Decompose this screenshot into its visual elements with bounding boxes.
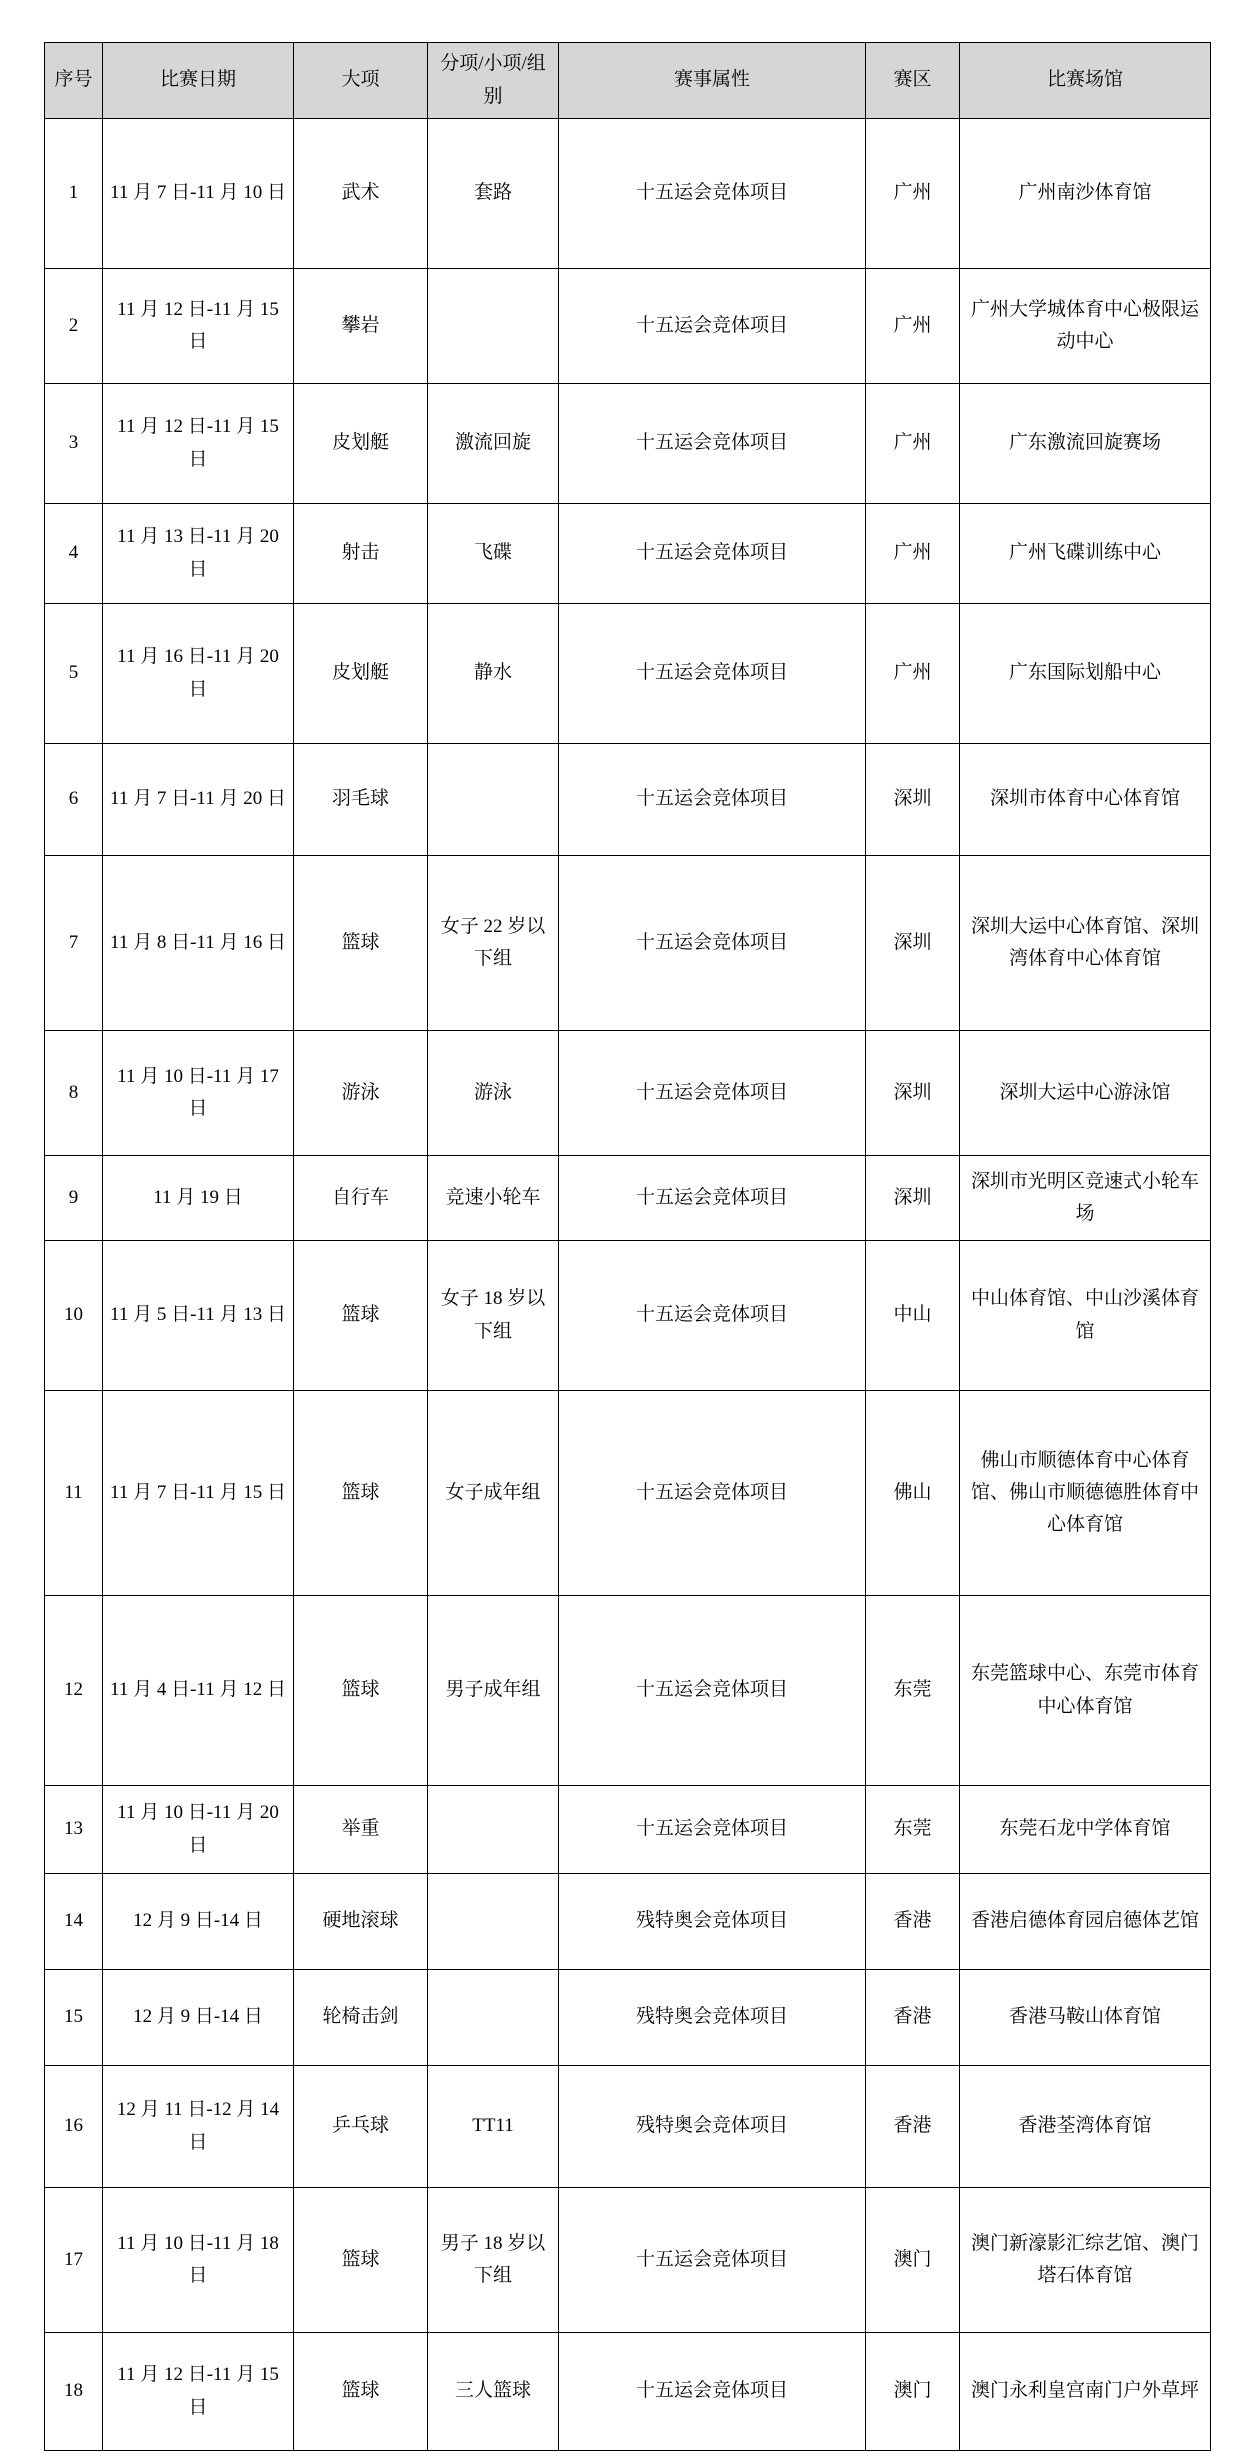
cell-index: 8	[45, 1031, 103, 1156]
cell-zone: 东莞	[866, 1786, 960, 1874]
cell-date: 11 月 4 日-11 月 12 日	[103, 1596, 294, 1786]
cell-index: 18	[45, 2333, 103, 2451]
table-row	[45, 856, 1211, 1031]
cell-date: 12 月 9 日-14 日	[103, 1970, 294, 2066]
cell-attribute: 十五运会竞体项目	[559, 1596, 866, 1786]
cell-venue: 深圳市光明区竞速式小轮车场	[960, 1156, 1211, 1241]
cell-event: 静水	[428, 604, 559, 744]
cell-date: 11 月 5 日-11 月 13 日	[103, 1241, 294, 1391]
cell-sport: 篮球	[294, 1596, 428, 1786]
table-row	[45, 1241, 1211, 1391]
cell-event: 套路	[428, 119, 559, 269]
table-row	[45, 2066, 1211, 2188]
cell-venue: 香港马鞍山体育馆	[960, 1970, 1211, 2066]
cell-attribute: 十五运会竞体项目	[559, 269, 866, 384]
cell-index: 17	[45, 2188, 103, 2333]
table-row	[45, 1031, 1211, 1156]
cell-date: 11 月 10 日-11 月 17 日	[103, 1031, 294, 1156]
cell-attribute: 十五运会竞体项目	[559, 744, 866, 856]
cell-date: 11 月 10 日-11 月 20 日	[103, 1786, 294, 1874]
cell-event: TT11	[428, 2066, 559, 2188]
cell-zone: 深圳	[866, 1031, 960, 1156]
header-index: 序号	[45, 43, 103, 119]
cell-event	[428, 1874, 559, 1970]
cell-index: 16	[45, 2066, 103, 2188]
cell-date: 11 月 16 日-11 月 20 日	[103, 604, 294, 744]
cell-date: 11 月 7 日-11 月 20 日	[103, 744, 294, 856]
cell-index: 15	[45, 1970, 103, 2066]
cell-sport: 攀岩	[294, 269, 428, 384]
cell-venue: 香港启德体育园启德体艺馆	[960, 1874, 1211, 1970]
table-row	[45, 604, 1211, 744]
table-row	[45, 1970, 1211, 2066]
cell-date: 11 月 12 日-11 月 15 日	[103, 269, 294, 384]
cell-event: 三人篮球	[428, 2333, 559, 2451]
cell-sport: 皮划艇	[294, 604, 428, 744]
cell-sport: 篮球	[294, 856, 428, 1031]
cell-attribute: 残特奥会竞体项目	[559, 2066, 866, 2188]
table-body	[45, 119, 1211, 2451]
cell-event: 男子 18 岁以下组	[428, 2188, 559, 2333]
cell-attribute: 十五运会竞体项目	[559, 1156, 866, 1241]
table-row	[45, 2333, 1211, 2451]
cell-venue: 广州南沙体育馆	[960, 119, 1211, 269]
cell-zone: 广州	[866, 119, 960, 269]
cell-zone: 深圳	[866, 744, 960, 856]
cell-sport: 自行车	[294, 1156, 428, 1241]
cell-event: 男子成年组	[428, 1596, 559, 1786]
cell-index: 11	[45, 1391, 103, 1596]
cell-zone: 深圳	[866, 856, 960, 1031]
cell-zone: 深圳	[866, 1156, 960, 1241]
cell-zone: 广州	[866, 604, 960, 744]
cell-sport: 篮球	[294, 2333, 428, 2451]
cell-attribute: 十五运会竞体项目	[559, 1241, 866, 1391]
cell-index: 12	[45, 1596, 103, 1786]
table-row	[45, 384, 1211, 504]
cell-event: 女子 22 岁以下组	[428, 856, 559, 1031]
cell-venue: 深圳大运中心体育馆、深圳湾体育中心体育馆	[960, 856, 1211, 1031]
cell-attribute: 十五运会竞体项目	[559, 1786, 866, 1874]
table-row	[45, 1391, 1211, 1596]
cell-event	[428, 1970, 559, 2066]
cell-zone: 佛山	[866, 1391, 960, 1596]
cell-index: 9	[45, 1156, 103, 1241]
cell-index: 3	[45, 384, 103, 504]
table-row	[45, 1156, 1211, 1241]
cell-zone: 澳门	[866, 2188, 960, 2333]
cell-date: 12 月 11 日-12 月 14 日	[103, 2066, 294, 2188]
table-row	[45, 744, 1211, 856]
cell-date: 11 月 8 日-11 月 16 日	[103, 856, 294, 1031]
cell-event: 竞速小轮车	[428, 1156, 559, 1241]
cell-venue: 广东国际划船中心	[960, 604, 1211, 744]
cell-index: 7	[45, 856, 103, 1031]
cell-sport: 游泳	[294, 1031, 428, 1156]
cell-attribute: 十五运会竞体项目	[559, 2333, 866, 2451]
cell-event: 女子成年组	[428, 1391, 559, 1596]
cell-event: 激流回旋	[428, 384, 559, 504]
header-attribute: 赛事属性	[559, 43, 866, 119]
table-row	[45, 1596, 1211, 1786]
header-venue: 比赛场馆	[960, 43, 1211, 119]
cell-attribute: 十五运会竞体项目	[559, 604, 866, 744]
cell-index: 2	[45, 269, 103, 384]
cell-zone: 中山	[866, 1241, 960, 1391]
table-row	[45, 269, 1211, 384]
header-row	[45, 43, 1211, 119]
cell-event	[428, 1786, 559, 1874]
cell-event	[428, 744, 559, 856]
cell-venue: 广州大学城体育中心极限运动中心	[960, 269, 1211, 384]
cell-index: 5	[45, 604, 103, 744]
cell-venue: 东莞石龙中学体育馆	[960, 1786, 1211, 1874]
cell-attribute: 残特奥会竞体项目	[559, 1970, 866, 2066]
cell-venue: 澳门永利皇宫南门户外草坪	[960, 2333, 1211, 2451]
cell-venue: 东莞篮球中心、东莞市体育中心体育馆	[960, 1596, 1211, 1786]
cell-sport: 乒乓球	[294, 2066, 428, 2188]
cell-sport: 羽毛球	[294, 744, 428, 856]
cell-venue: 深圳大运中心游泳馆	[960, 1031, 1211, 1156]
cell-attribute: 十五运会竞体项目	[559, 1031, 866, 1156]
cell-sport: 皮划艇	[294, 384, 428, 504]
cell-date: 11 月 19 日	[103, 1156, 294, 1241]
cell-attribute: 十五运会竞体项目	[559, 504, 866, 604]
header-zone: 赛区	[866, 43, 960, 119]
cell-attribute: 残特奥会竞体项目	[559, 1874, 866, 1970]
cell-index: 4	[45, 504, 103, 604]
cell-zone: 香港	[866, 1874, 960, 1970]
schedule-table	[44, 42, 1211, 2451]
cell-date: 11 月 12 日-11 月 15 日	[103, 2333, 294, 2451]
table-row	[45, 2188, 1211, 2333]
cell-date: 11 月 10 日-11 月 18 日	[103, 2188, 294, 2333]
header-sport: 大项	[294, 43, 428, 119]
cell-index: 10	[45, 1241, 103, 1391]
cell-venue: 澳门新濠影汇综艺馆、澳门塔石体育馆	[960, 2188, 1211, 2333]
cell-venue: 广州飞碟训练中心	[960, 504, 1211, 604]
cell-sport: 篮球	[294, 1241, 428, 1391]
cell-index: 13	[45, 1786, 103, 1874]
cell-event	[428, 269, 559, 384]
cell-date: 11 月 12 日-11 月 15 日	[103, 384, 294, 504]
cell-index: 1	[45, 119, 103, 269]
cell-sport: 射击	[294, 504, 428, 604]
cell-sport: 武术	[294, 119, 428, 269]
cell-date: 11 月 13 日-11 月 20 日	[103, 504, 294, 604]
cell-zone: 广州	[866, 384, 960, 504]
cell-attribute: 十五运会竞体项目	[559, 2188, 866, 2333]
cell-venue: 香港荃湾体育馆	[960, 2066, 1211, 2188]
cell-venue: 中山体育馆、中山沙溪体育馆	[960, 1241, 1211, 1391]
cell-date: 11 月 7 日-11 月 10 日	[103, 119, 294, 269]
cell-attribute: 十五运会竞体项目	[559, 384, 866, 504]
cell-sport: 举重	[294, 1786, 428, 1874]
cell-sport: 轮椅击剑	[294, 1970, 428, 2066]
cell-zone: 广州	[866, 269, 960, 384]
cell-zone: 广州	[866, 504, 960, 604]
cell-event: 飞碟	[428, 504, 559, 604]
cell-zone: 东莞	[866, 1596, 960, 1786]
cell-attribute: 十五运会竞体项目	[559, 1391, 866, 1596]
table-row	[45, 1874, 1211, 1970]
cell-sport: 篮球	[294, 1391, 428, 1596]
cell-venue: 深圳市体育中心体育馆	[960, 744, 1211, 856]
cell-zone: 香港	[866, 2066, 960, 2188]
cell-index: 6	[45, 744, 103, 856]
cell-zone: 澳门	[866, 2333, 960, 2451]
cell-venue: 广东激流回旋赛场	[960, 384, 1211, 504]
header-event: 分项/小项/组别	[428, 43, 559, 119]
table-row	[45, 1786, 1211, 1874]
cell-sport: 篮球	[294, 2188, 428, 2333]
cell-date: 11 月 7 日-11 月 15 日	[103, 1391, 294, 1596]
cell-date: 12 月 9 日-14 日	[103, 1874, 294, 1970]
cell-attribute: 十五运会竞体项目	[559, 856, 866, 1031]
cell-index: 14	[45, 1874, 103, 1970]
table-row	[45, 504, 1211, 604]
cell-sport: 硬地滚球	[294, 1874, 428, 1970]
cell-event: 游泳	[428, 1031, 559, 1156]
table-header	[45, 43, 1211, 119]
cell-event: 女子 18 岁以下组	[428, 1241, 559, 1391]
table-row	[45, 119, 1211, 269]
cell-venue: 佛山市顺德体育中心体育馆、佛山市顺德德胜体育中心体育馆	[960, 1391, 1211, 1596]
header-date: 比赛日期	[103, 43, 294, 119]
cell-zone: 香港	[866, 1970, 960, 2066]
cell-attribute: 十五运会竞体项目	[559, 119, 866, 269]
